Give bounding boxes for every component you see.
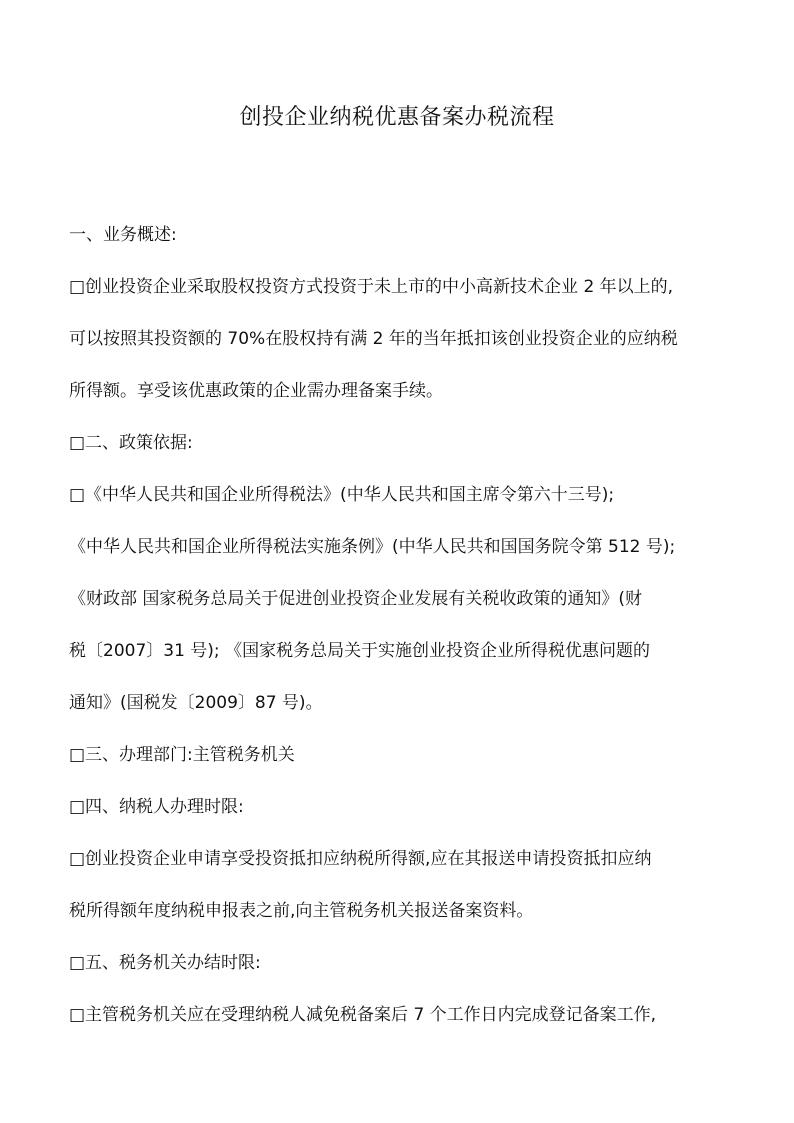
paragraph-line: □创业投资企业申请享受投资抵扣应纳税所得额,应在其报送申请投资抵扣应纳 xyxy=(69,849,652,869)
document-title: 创投企业纳税优惠备案办税流程 xyxy=(239,105,555,130)
section-heading-policy-basis: □二、政策依据: xyxy=(69,433,193,453)
paragraph-line: 所得额。享受该优惠政策的企业需办理备案手续。 xyxy=(69,381,443,401)
paragraph-line: 可以按照其投资额的 70%在股权持有满 2 年的当年抵扣该创业投资企业的应纳税 xyxy=(69,329,678,349)
section-heading-taxpayer-deadline: □四、纳税人办理时限: xyxy=(69,797,244,817)
paragraph-line: 税所得额年度纳税申报表之前,向主管税务机关报送备案资料。 xyxy=(69,901,534,921)
paragraph-line: □创业投资企业采取股权投资方式投资于未上市的中小高新技术企业 2 年以上的, xyxy=(69,277,674,297)
paragraph-line: 通知》(国税发〔2009〕87 号)。 xyxy=(69,693,323,713)
section-heading-department: □三、办理部门:主管税务机关 xyxy=(69,745,295,765)
section-heading-authority-deadline: □五、税务机关办结时限: xyxy=(69,953,261,973)
paragraph-line: 税〔2007〕31 号); 《国家税务总局关于实施创业投资企业所得税优惠问题的 xyxy=(69,641,651,661)
paragraph-line: 《财政部 国家税务总局关于促进创业投资企业发展有关税收政策的通知》(财 xyxy=(69,589,643,609)
paragraph-line: □主管税务机关应在受理纳税人减免税备案后 7 个工作日内完成登记备案工作, xyxy=(69,1005,657,1025)
paragraph-line: 《中华人民共和国企业所得税法实施条例》(中华人民共和国国务院令第 512 号); xyxy=(69,537,676,557)
paragraph-line: □《中华人民共和国企业所得税法》(中华人民共和国主席令第六十三号); xyxy=(69,485,615,505)
section-heading-overview: 一、业务概述: xyxy=(69,225,177,245)
